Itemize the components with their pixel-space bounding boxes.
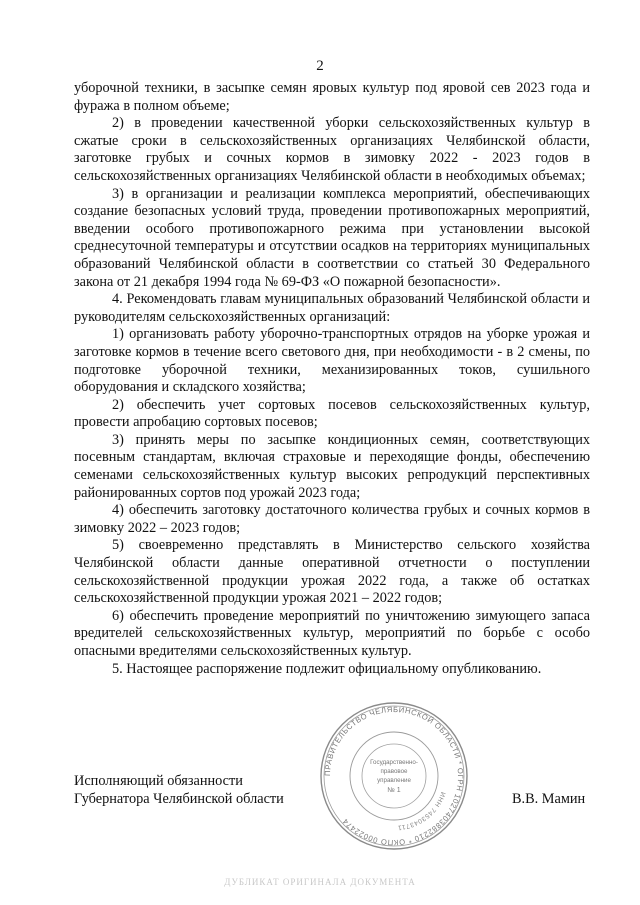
seal-center-text: правовое xyxy=(380,768,408,775)
signatory-position-line: Исполняющий обязанности xyxy=(74,773,243,789)
paragraph: 4) обеспечить заготовку достаточного количества грубых и сочных кормов в зимовку 2022 – 2023 годов; xyxy=(74,502,590,536)
seal-center-text: управление xyxy=(377,777,411,784)
paragraph: 2) обеспечить учет сортовых посевов сельскохозяйственных культур, провести апробацию сортовых посевов; xyxy=(74,396,590,431)
signatory-position-line: Губернатора Челябинской области xyxy=(74,790,284,807)
seal-center-text: № 1 xyxy=(387,787,401,794)
paragraph: 6) обеспечить проведение мероприятий по уничтожению зимующего запаса вредителей сельскохозяйственных культур, мероприятий по борьбе с особо опасными вредителями сельскохозяйственных культур. xyxy=(74,607,590,659)
official-seal xyxy=(318,700,470,852)
seal-center-text: Государственно- xyxy=(370,759,418,766)
seal-outer-text: ПРАВИТЕЛЬСТВО ЧЕЛЯБИНСКОЙ ОБЛАСТИ * ОГРН 1027403882210 * ОКПО 00022474 xyxy=(322,704,466,848)
paragraph: 3) принять меры по засыпке кондиционных семян, соответствующих посевным стандартам, включая страховые и переходящие фонды, обеспечению семенами сельскохозяйственных культур высоких репродукций перспективных районированных сортов под урожай 2023 года; xyxy=(74,431,590,501)
paragraph: 3) в организации и реализации комплекса мероприятий, обеспечивающих создание безопасных условий труда, проведении противопожарных мероприятий, введении особого противопожарного режима при установлении высокой среднесуточной температуры и отсутствии осадков на территориях муниципальных образований Челябинской области в соответствии со статьей 30 Федерального закона от 21 декабря 1994 года № 69-ФЗ «О пожарной безопасности». xyxy=(74,185,590,290)
seal-inn-text: ИНН 7453043711 xyxy=(397,790,447,831)
paragraph: 5. Настоящее распоряжение подлежит официальному опубликованию. xyxy=(112,660,542,677)
paragraph: 1) организовать работу уборочно-транспортных отрядов на уборке урожая и заготовке кормов в течение всего светового дня, при необходимости - в 2 смены, по подготовке уборочной техники, механизированных токов, сушильного оборудования и складского хозяйства; xyxy=(74,326,590,396)
paragraph: 5) своевременно представлять в Министерство сельского хозяйства Челябинской области данные оперативной отчетности о поступлении сельскохозяйственной продукции урожая 2022 года, а также об остатках сельскохозяйственной продукции урожая 2021 – 2022 годов; xyxy=(74,537,590,607)
paragraph: 2) в проведении качественной уборки сельскохозяйственных культур в сжатые сроки в сельскохозяйственных организациях Челябинской области, заготовке грубых и сочных кормов в зимовку 2022 - 2023 годов в сельскохозяйственных организациях Челябинской области в необходимых объемах; xyxy=(74,115,590,184)
paragraph: уборочной техники, в засыпке семян яровых культур под яровой сев 2023 года и фуража в полном объеме; xyxy=(74,80,590,114)
signatory-position xyxy=(74,773,284,808)
footer-watermark: ДУБЛИКАТ ОРИГИНАЛА ДОКУМЕНТА xyxy=(224,877,416,887)
paragraph: 4. Рекомендовать главам муниципальных образований Челябинской области и руководителям сельскохозяйственных организаций: xyxy=(74,291,590,325)
signatory-name: В.В. Мамин xyxy=(512,791,586,807)
svg-text:ПРАВИТЕЛЬСТВО ЧЕЛЯБИНСКОЙ ОБЛА xyxy=(323,705,465,847)
page-number: 2 xyxy=(316,58,324,74)
document-body xyxy=(74,80,590,678)
